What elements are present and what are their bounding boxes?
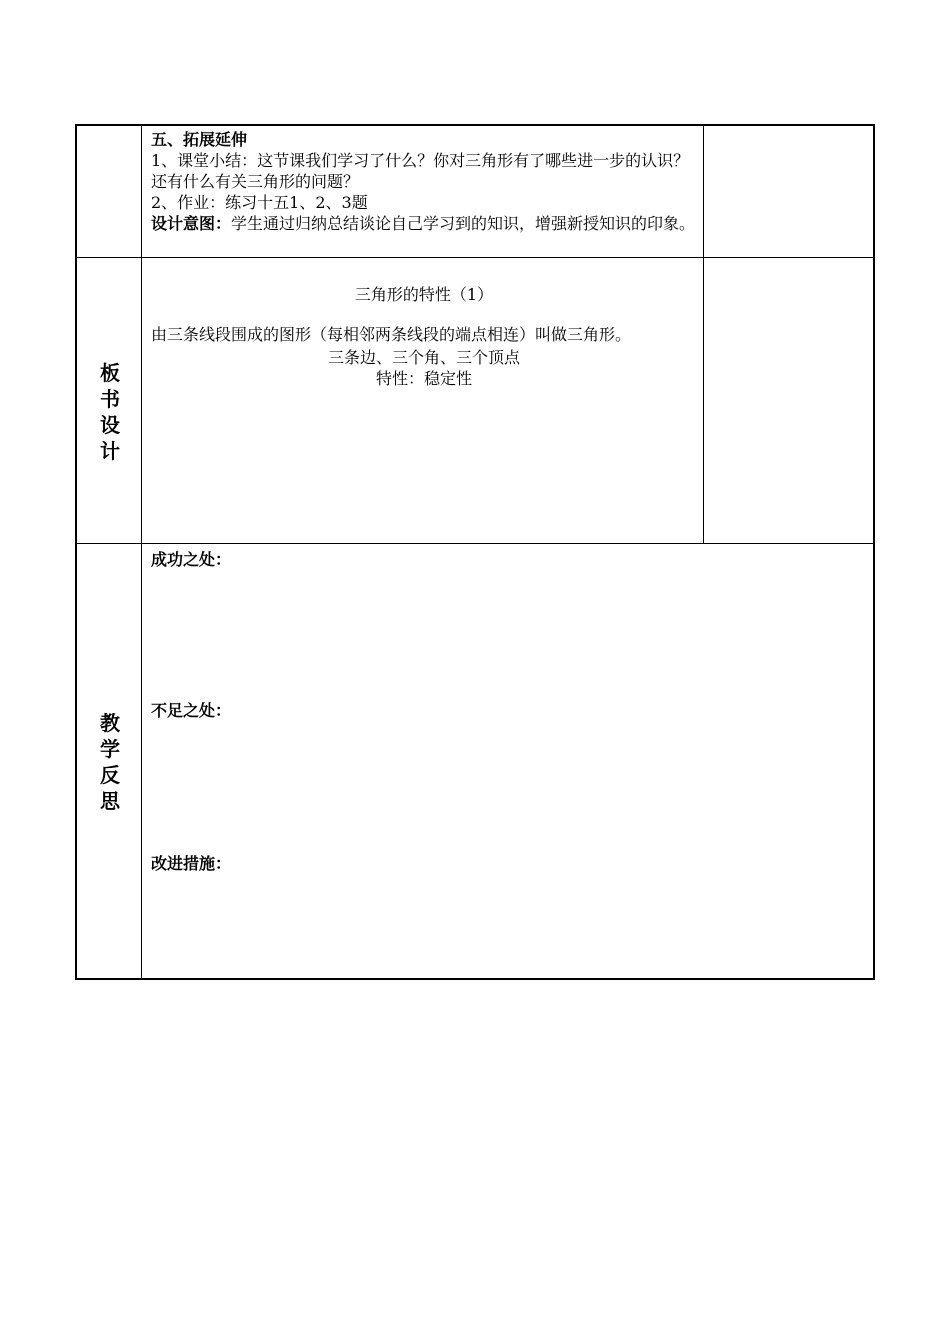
extension-homework-text: 2、作业：练习十五1、2、3题 [151, 193, 368, 212]
extension-heading: 五、拓展延伸 [151, 130, 248, 149]
extension-content-cell [151, 129, 697, 234]
reflection-label-char: 思 [100, 789, 120, 813]
shortfall-label: 不足之处： [151, 701, 232, 720]
row-divider-2 [77, 543, 873, 544]
reflection-label-char: 反 [100, 763, 120, 787]
extension-summary-text: 1、课堂小结：这节课我们学习了什么？你对三角形有了哪些进一步的认识？还有什么有关三角形的问题？ [151, 151, 690, 191]
notes-column-divider [703, 126, 704, 543]
board-title: 三角形的特性（1） [354, 285, 494, 304]
board-definition: 由三条线段围成的图形（每相邻两条线段的端点相连）叫做三角形。 [151, 325, 632, 344]
board-label-char: 计 [100, 439, 120, 463]
teaching-reflection-label [77, 710, 143, 814]
row-divider-1 [77, 257, 873, 258]
lesson-plan-table [75, 124, 875, 980]
reflection-label-char: 学 [100, 737, 120, 761]
board-label-char: 设 [100, 413, 120, 437]
design-intent-label: 设计意图： [151, 214, 232, 233]
board-label-char: 书 [100, 387, 120, 411]
reflection-label-char: 教 [100, 711, 120, 735]
design-intent-text: 学生通过归纳总结谈论自己学习到的知识，增强新授知识的印象。 [231, 214, 696, 233]
board-design-content-cell [151, 284, 697, 389]
board-design-label [77, 360, 143, 464]
board-property: 特性：稳定性 [375, 369, 472, 388]
success-label: 成功之处： [151, 550, 232, 569]
extension-design-intent [151, 213, 697, 234]
improvement-label: 改进措施： [151, 854, 232, 873]
board-parts: 三条边、三个角、三个顶点 [327, 348, 520, 367]
board-label-char: 板 [100, 361, 120, 385]
label-column-divider [141, 126, 142, 978]
